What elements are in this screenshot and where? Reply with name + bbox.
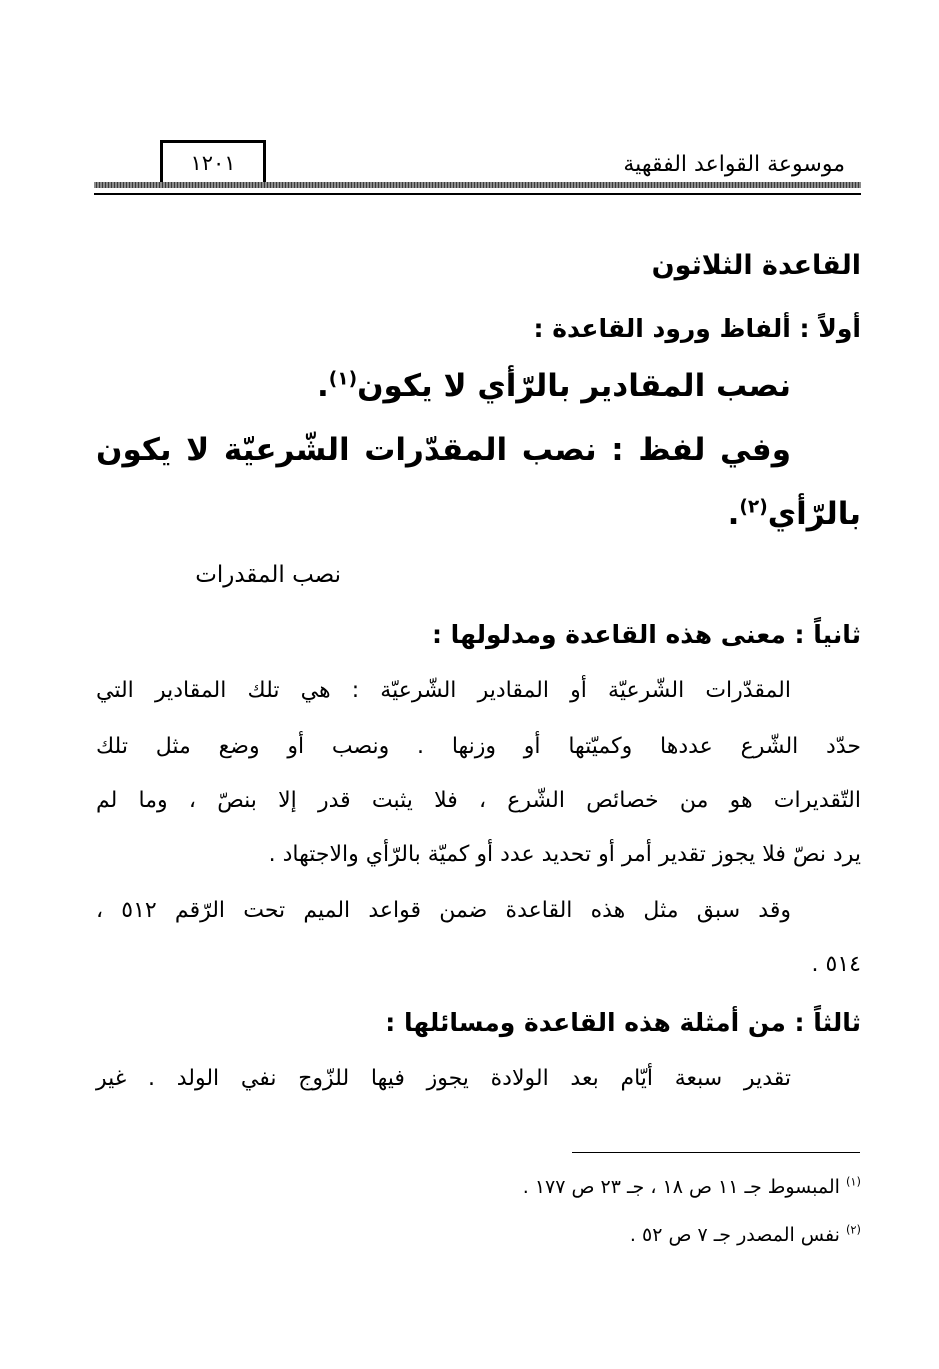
- footnote-ref-2: (٢): [739, 496, 768, 518]
- footnote-ref-1: (١): [328, 368, 358, 390]
- footnote-mark-2: (٢): [845, 1222, 861, 1237]
- section-heading-3: ثالثاً : من أمثلة هذه القاعدة ومسائلها :: [385, 1008, 861, 1037]
- variant-line-1: وفي لفظ : نصب المقدّرات الشّرعيّة لا يكون: [96, 432, 791, 468]
- section-heading-2: ثانياً : معنى هذه القاعدة ومدلولها :: [431, 620, 861, 649]
- running-title: موسوعة القواعد الفقهية: [623, 152, 845, 177]
- section-heading-1: أولاً : ألفاظ ورود القاعدة :: [533, 314, 861, 343]
- header-rule-thin: [94, 193, 861, 195]
- variant-line-2: بالرّأي$^{(٢)}$.: [727, 496, 861, 532]
- footnote-1: [523, 1176, 861, 1198]
- para1-line-1: المقدّرات الشّرعيّة أو المقادير الشّرعيّة : هي تلك المقادير التي: [96, 678, 791, 703]
- variant-text: بالرّأي: [767, 496, 861, 532]
- page-number: ١٢٠١: [160, 140, 266, 182]
- para1-line-2: حدّد الشّرع عددها وكميّتها أو وزنها . ونصب أو وضع مثل تلك: [96, 734, 861, 759]
- para2-line-1: وقد سبق مثل هذه القاعدة ضمن قواعد الميم تحت الرّقم ٥١٢ ،: [96, 898, 791, 923]
- para1-line-4: يرد نصّ فلا يجوز تقدير أمر أو تحديد عدد أو كميّة بالرّأي والاجتهاد .: [268, 842, 861, 867]
- footnote-text-1: المبسوط جـ ١١ ص ١٨ ، جـ ٢٣ ص ١٧٧ .: [522, 1176, 840, 1198]
- footnote-text-2: نفس المصدر جـ ٧ ص ٥٢ .: [629, 1224, 840, 1246]
- rule-statement-text: نصب المقادير بالرّأي لا يكون: [357, 368, 791, 404]
- rule-title: القاعدة الثلاثون: [651, 250, 861, 281]
- para2-line-2: ٥١٤ .: [811, 952, 861, 977]
- header-rule: [94, 182, 861, 188]
- footnote-2: [630, 1224, 861, 1246]
- footnote-rule: [572, 1152, 860, 1153]
- rule-statement: نصب المقادير بالرّأي لا يكون$^{(١)}$.: [316, 368, 791, 404]
- marginal-note: نصب المقدرات: [195, 562, 341, 588]
- para1-line-3: التّقديرات هو من خصائص الشّرع ، فلا يثبت قدر إلا بنصّ ، وما لم: [96, 788, 861, 813]
- para3-line-1: تقدير سبعة أيّام بعد الولادة يجوز فيها للزّوج نفي الولد . غير: [96, 1066, 791, 1091]
- footnote-mark-1: (١): [845, 1174, 861, 1189]
